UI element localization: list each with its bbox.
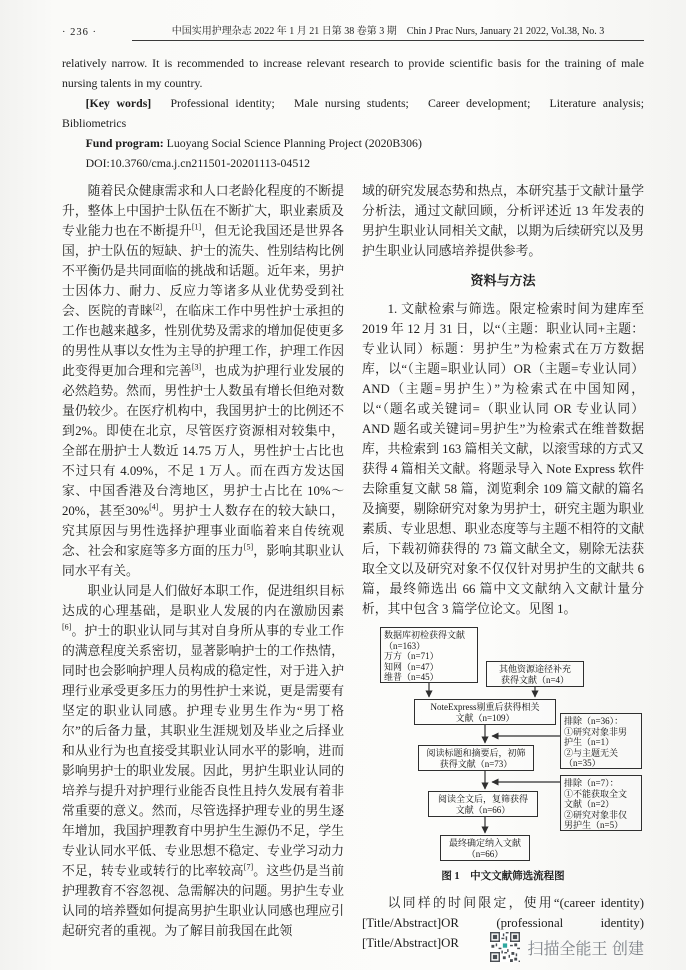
body-paragraph: 随着民众健康需求和人口老龄化程度的不断提升，整体上中国护士队伍在不断扩大，职业素质及专业能力也在不断提升[1]，但无论我国还是世界各国，护士队伍的短缺、护士的流失、性别结构比例不平衡仍是共同面临的挑战和话题。近年来，男护士因体力、耐力、反应力等诸多从业优势受到社会、医院的青睐[2]，在临床工作中男性护士承担的工作也越来越多，性别优势及需求的增加促使更多的男性从事以女性为主导的护理工作，护理工作因此变得更加合理和完善[3]，也成为护理行业发展的必然趋势。然而，男性护士人数虽有增长但绝对数量仍较少。在医疗机构中，我国男护士的比例还不到2%。即使在北京，尽管医疗资源相对较集中，全部在册护士人数近 14.75 万人，男性护士占比也不过只有 4.09%，不足 1 万人。而在西方发达国家、中国香港及台湾地区，男护士占比在 10%～20%，甚至30%[4]。男护士人数存在的较大缺口，究其原因与男性选择护理事业面临着来自传统观念、社会和家庭等多方面的压力[5]，影响其职业认同水平有关。 (62, 184, 345, 578)
fund-text: Luoyang Social Science Planning Project (2020B306) (163, 136, 422, 150)
flowchart-node-exclude-1: 排除（n=36）： ①研究对象非男 护生（n=1） ②与主题无关 （n=35） (560, 713, 642, 769)
body-paragraph: 以同样的时间限定，使用“(career identity)[Title/Abstract]OR (professional identity) [Title/Abstract]OR (362, 896, 644, 950)
section-heading: 资料与方法 (470, 273, 536, 288)
english-front-matter (62, 53, 656, 173)
doi-line: DOI:10.3760/cma.j.cn211501-20201113-04512 (85, 156, 311, 170)
fund-line (62, 133, 644, 153)
flowchart-node-dedup: NoteExpress剔重后获得相关 文献（n=109） (414, 699, 556, 725)
body-columns (62, 181, 644, 953)
keywords-line (62, 93, 656, 133)
keywords-label: [Key words] (85, 96, 152, 110)
flowchart-node-db-initial: 数据库初检获得文献 （n=163） 万方（n=71） 知网（n=47） 维普（n=45） (380, 627, 478, 683)
scanner-watermark (490, 932, 644, 962)
left-column (62, 181, 344, 953)
abstract-continuation: relatively narrow. It is recommended to increase relevant research to provide scientific basis for the training of male nursing talents in my country. (62, 56, 644, 90)
page-number: · 236 · (62, 27, 97, 38)
fund-label: Fund program: (85, 136, 164, 150)
flowchart-node-fulltext: 阅读全文后，复筛获得 文献（n=66） (428, 791, 538, 817)
body-paragraph: 1. 文献检索与筛选。限定检索时间为建库至2019 年 12 月 31 日，以“（主题：职业认同+主题：专业认同）标题：男护生”为检索式在万方数据库，以“（主题=职业认同）OR（主题=专业认同）AND（主题=男护生）”为检索式在中国知网，以“（题名或关键词=（职业认同 OR 专业认同）AND 题名或关键词=男护生”为检索式在维普数据库，共检索到 163 篇相关文献，以滚雪球的方式又获得 4 篇相关文献。将题录导入 Note Express 软件去除重复文献 58 篇，浏览剩余 109 篇文献的篇名及摘要，剔除研究对象为男护士，研究主题为职业素质、专业思想、职业态度等与主题不相符的文献后，下载初筛获得的 73 篇文献全文，剔除无法获取全文以及研究对象不仅仅针对男护生的文献共 6 篇，最终筛选出 66 篇中文文献纳入文献计量分析，其中包含 3 篇学位论文。见图 1。 (362, 302, 644, 616)
keywords-text: Professional identity; Male nursing students; Career development; Literature analysis; Bibliometrics (62, 96, 656, 130)
right-column (362, 181, 644, 953)
flowchart-node-final: 最终确定纳入文献 （n=66） (440, 835, 530, 861)
page-header (62, 22, 644, 41)
flowchart-node-title-abstract: 阅读标题和摘要后，初筛 获得文献（n=73） (418, 745, 534, 771)
journal-header-line: 中国实用护理杂志 2022 年 1 月 21 日第 38 卷第 3 期 Chin J Prac Nurs, January 21 2022, Vol.38, No. 3 (132, 22, 644, 41)
watermark-text: 扫描全能王 创建 (527, 940, 644, 958)
figure-caption: 图 1 中文文献筛选流程图 (441, 871, 565, 882)
qr-code-icon (490, 932, 520, 962)
body-paragraph: 职业认同是人们做好本职工作，促进组织目标达成的心理基础，是职业人发展的内在激励因素[6]。护士的职业认同与其对自身所从事的专业工作的满意程度关系密切，显著影响护士的工作热情，同时也会影响护理人员构成的稳定性，对于进入护理行业承受更多压力的男性护士来说，更是需要有坚定的职业认同感。护理专业男生作为“男丁格尔”的后备力量，其职业生涯规划及毕业之后择业和从业行为也直接受其职业认同水平的影响，进而影响男护士的职业发展。因此，男护生职业认同的培养与提升对护理行业能否良性且持久发展有着非常重要的意义。然而，尽管选择护理专业的男生逐年增加，我国护理教育中男护生生源仍不足，学生专业认同水平低、专业思想不稳定、专业学习动力不足，转专业或转行的比率较高[7]。这些仍是当前护理教育不容忽视、急需解决的问题。男护生专业认同的培养暨如何提高男护生职业认同感也理应引起研究者的重视。为了解目前我国在此领 (62, 584, 344, 938)
figure-1-flowchart (362, 625, 644, 865)
flowchart-node-exclude-2: 排除（n=7）： ①不能获取全文 文献（n=2） ②研究对象非仅 男护生（n=5） (560, 775, 642, 831)
body-paragraph: 域的研究发展态势和热点，本研究基于文献计量学分析法，通过文献回顾，分析评述近 13 年发表的男护生职业认同相关文献，以期为后续研究以及男护生职业认同感培养提供参考。 (362, 184, 644, 258)
flowchart-node-other-sources: 其他资源途径补充 获得文献（n=4） (486, 661, 584, 687)
